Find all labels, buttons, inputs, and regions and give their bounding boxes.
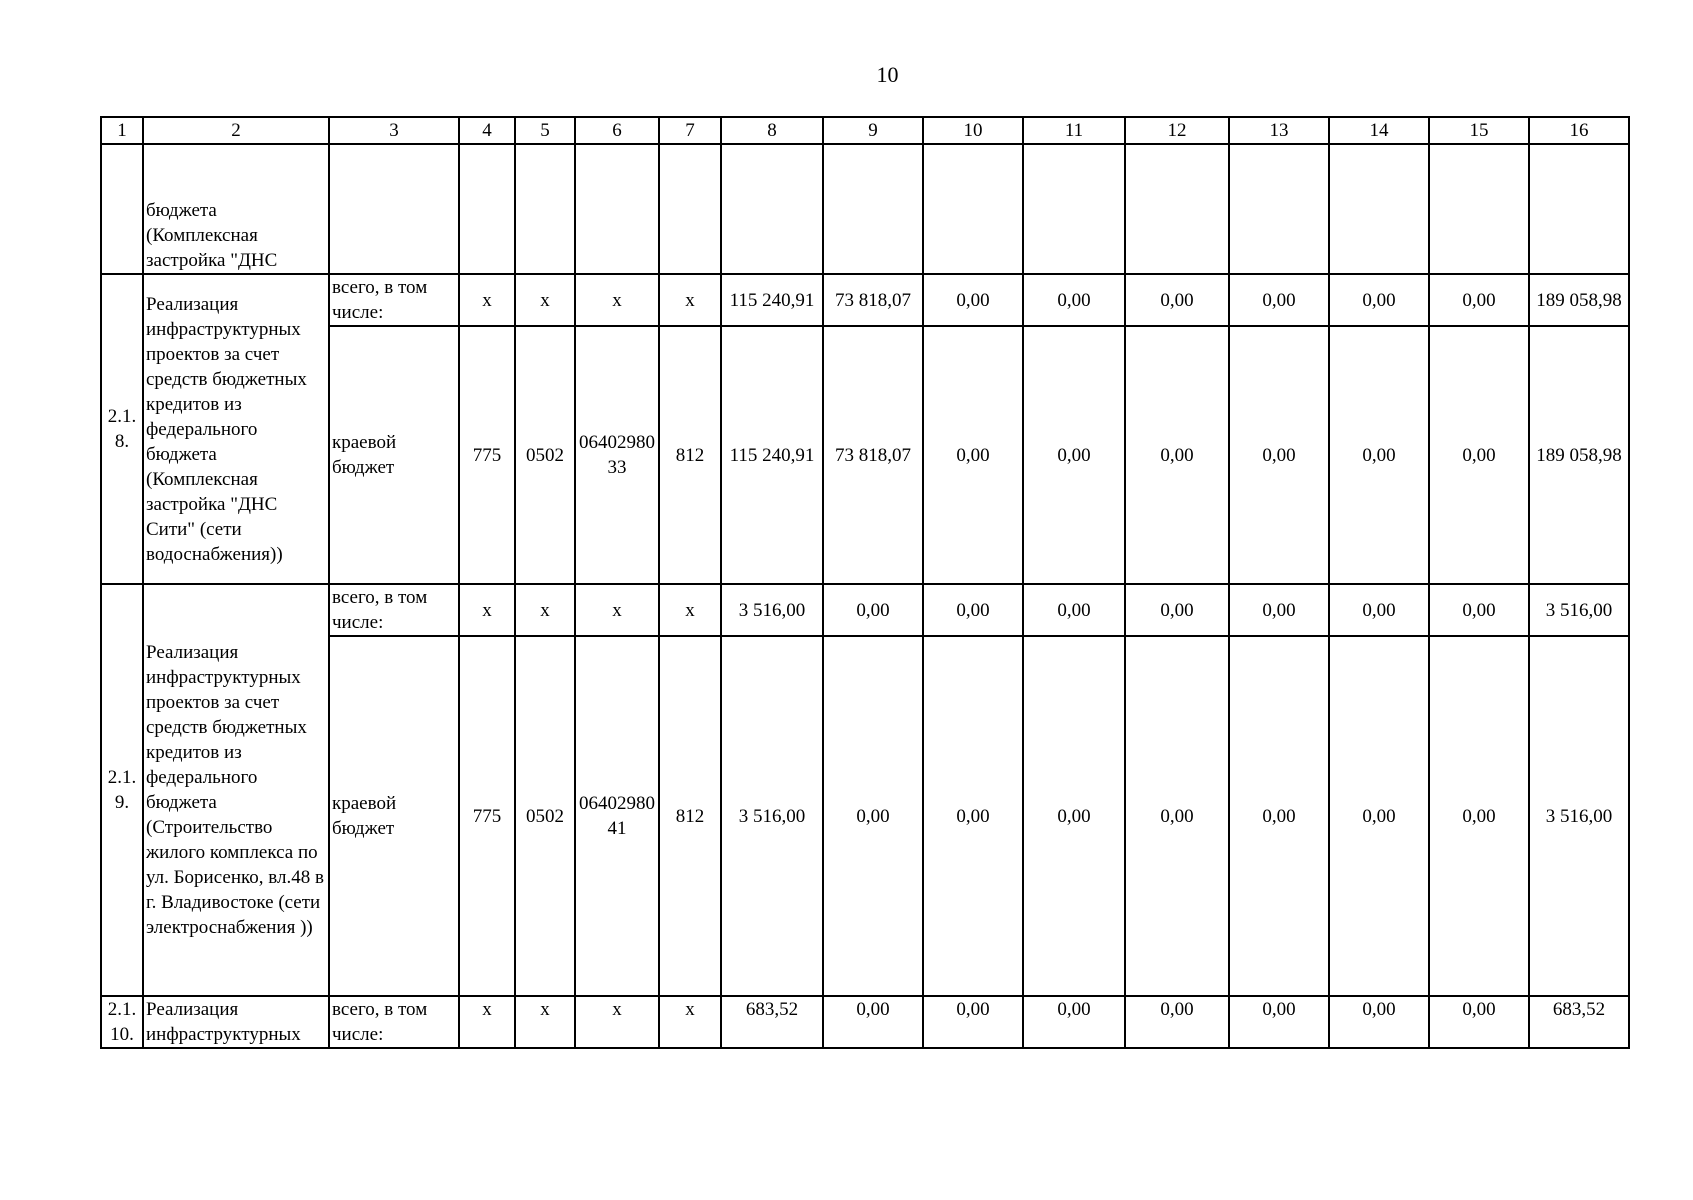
- funding-label-cell: всего, в том числе:: [329, 274, 459, 326]
- value-cell: 0502: [515, 326, 575, 584]
- header-cell: 6: [575, 117, 659, 144]
- value-cell: 0,00: [1125, 996, 1229, 1048]
- value-cell: 0,00: [823, 636, 923, 996]
- value-cell: 0,00: [1023, 996, 1125, 1048]
- value-cell: 0640298041: [575, 636, 659, 996]
- value-cell: 0,00: [923, 584, 1023, 636]
- continued-name-cell: бюджета (Комплексная застройка "ДНС: [143, 144, 329, 274]
- table-row: [101, 326, 1629, 584]
- value-cell: 683,52: [721, 996, 823, 1048]
- value-cell: 0,00: [1229, 636, 1329, 996]
- value-cell: 0,00: [923, 274, 1023, 326]
- header-cell: 4: [459, 117, 515, 144]
- header-cell: 5: [515, 117, 575, 144]
- header-cell: 2: [143, 117, 329, 144]
- value-cell: 0,00: [1229, 996, 1329, 1048]
- header-cell: 14: [1329, 117, 1429, 144]
- budget-table: [100, 116, 1630, 1049]
- value-cell: 189 058,98: [1529, 274, 1629, 326]
- value-cell: 0,00: [1229, 326, 1329, 584]
- value-cell: х: [659, 584, 721, 636]
- value-cell: 0,00: [1125, 584, 1229, 636]
- value-cell: х: [515, 996, 575, 1048]
- value-cell: 0,00: [1125, 326, 1229, 584]
- value-cell: 0,00: [1329, 584, 1429, 636]
- value-cell: 683,52: [1529, 996, 1629, 1048]
- row-number-cell: 2.1. 8.: [101, 274, 143, 584]
- row-name-cell: Реализация инфраструктурных: [143, 996, 329, 1048]
- funding-label-cell: всего, в том числе:: [329, 996, 459, 1048]
- value-cell: 73 818,07: [823, 274, 923, 326]
- value-cell: 3 516,00: [1529, 584, 1629, 636]
- value-cell: 0,00: [1429, 996, 1529, 1048]
- value-cell: 0,00: [1429, 636, 1529, 996]
- value-cell: 3 516,00: [1529, 636, 1629, 996]
- value-cell: 0,00: [923, 636, 1023, 996]
- value-cell: х: [575, 996, 659, 1048]
- header-row: [101, 117, 1629, 144]
- value-cell: 0,00: [823, 584, 923, 636]
- value-cell: 0,00: [923, 326, 1023, 584]
- value-cell: 0640298033: [575, 326, 659, 584]
- value-cell: 0,00: [1229, 274, 1329, 326]
- header-cell: 13: [1229, 117, 1329, 144]
- table-row: [101, 636, 1629, 996]
- value-cell: х: [659, 274, 721, 326]
- header-cell: 10: [923, 117, 1023, 144]
- funding-label-cell: краевой бюджет: [329, 636, 459, 996]
- funding-label-cell: всего, в том числе:: [329, 584, 459, 636]
- header-cell: 15: [1429, 117, 1529, 144]
- funding-label-cell: краевой бюджет: [329, 326, 459, 584]
- header-cell: 1: [101, 117, 143, 144]
- value-cell: х: [515, 584, 575, 636]
- row-number-cell: 2.1. 9.: [101, 584, 143, 996]
- value-cell: х: [575, 584, 659, 636]
- value-cell: 0,00: [823, 996, 923, 1048]
- value-cell: 0,00: [1229, 584, 1329, 636]
- value-cell: 0,00: [1429, 584, 1529, 636]
- value-cell: 3 516,00: [721, 636, 823, 996]
- value-cell: 0,00: [1429, 274, 1529, 326]
- value-cell: 115 240,91: [721, 274, 823, 326]
- header-cell: 11: [1023, 117, 1125, 144]
- value-cell: 0,00: [1023, 326, 1125, 584]
- value-cell: 812: [659, 326, 721, 584]
- row-name-cell: Реализация инфраструктурных проектов за счет средств бюджетных кредитов из федерального бюджета (Строительство жилого комплекса по ул. Борисенко, вл.48 в г. Владивостоке (сети электроснабжения )): [143, 584, 329, 996]
- page-number: 10: [876, 62, 899, 87]
- value-cell: 0,00: [1125, 274, 1229, 326]
- value-cell: 775: [459, 636, 515, 996]
- value-cell: 0,00: [1329, 274, 1429, 326]
- value-cell: 189 058,98: [1529, 326, 1629, 584]
- value-cell: 115 240,91: [721, 326, 823, 584]
- value-cell: 0,00: [1329, 996, 1429, 1048]
- value-cell: х: [459, 996, 515, 1048]
- value-cell: 0,00: [1125, 636, 1229, 996]
- value-cell: 73 818,07: [823, 326, 923, 584]
- table-row: [101, 996, 1629, 1048]
- row-number-cell: 2.1. 10.: [101, 996, 143, 1048]
- value-cell: 0,00: [1329, 326, 1429, 584]
- value-cell: 0502: [515, 636, 575, 996]
- value-cell: х: [459, 274, 515, 326]
- header-cell: 16: [1529, 117, 1629, 144]
- value-cell: 812: [659, 636, 721, 996]
- header-cell: 8: [721, 117, 823, 144]
- header-cell: 3: [329, 117, 459, 144]
- value-cell: 3 516,00: [721, 584, 823, 636]
- value-cell: 0,00: [1329, 636, 1429, 996]
- row-name-cell: Реализация инфраструктурных проектов за счет средств бюджетных кредитов из федерального бюджета (Комплексная застройка "ДНС Сити" (сети водоснабжения)): [143, 274, 329, 584]
- value-cell: 775: [459, 326, 515, 584]
- table-row: [101, 274, 1629, 326]
- header-cell: 7: [659, 117, 721, 144]
- value-cell: х: [515, 274, 575, 326]
- value-cell: 0,00: [1023, 636, 1125, 996]
- value-cell: 0,00: [1023, 584, 1125, 636]
- header-cell: 9: [823, 117, 923, 144]
- value-cell: х: [459, 584, 515, 636]
- value-cell: х: [575, 274, 659, 326]
- table-row: [101, 584, 1629, 636]
- value-cell: 0,00: [1429, 326, 1529, 584]
- value-cell: 0,00: [1023, 274, 1125, 326]
- value-cell: х: [659, 996, 721, 1048]
- value-cell: 0,00: [923, 996, 1023, 1048]
- header-cell: 12: [1125, 117, 1229, 144]
- continued-row: [101, 144, 1629, 274]
